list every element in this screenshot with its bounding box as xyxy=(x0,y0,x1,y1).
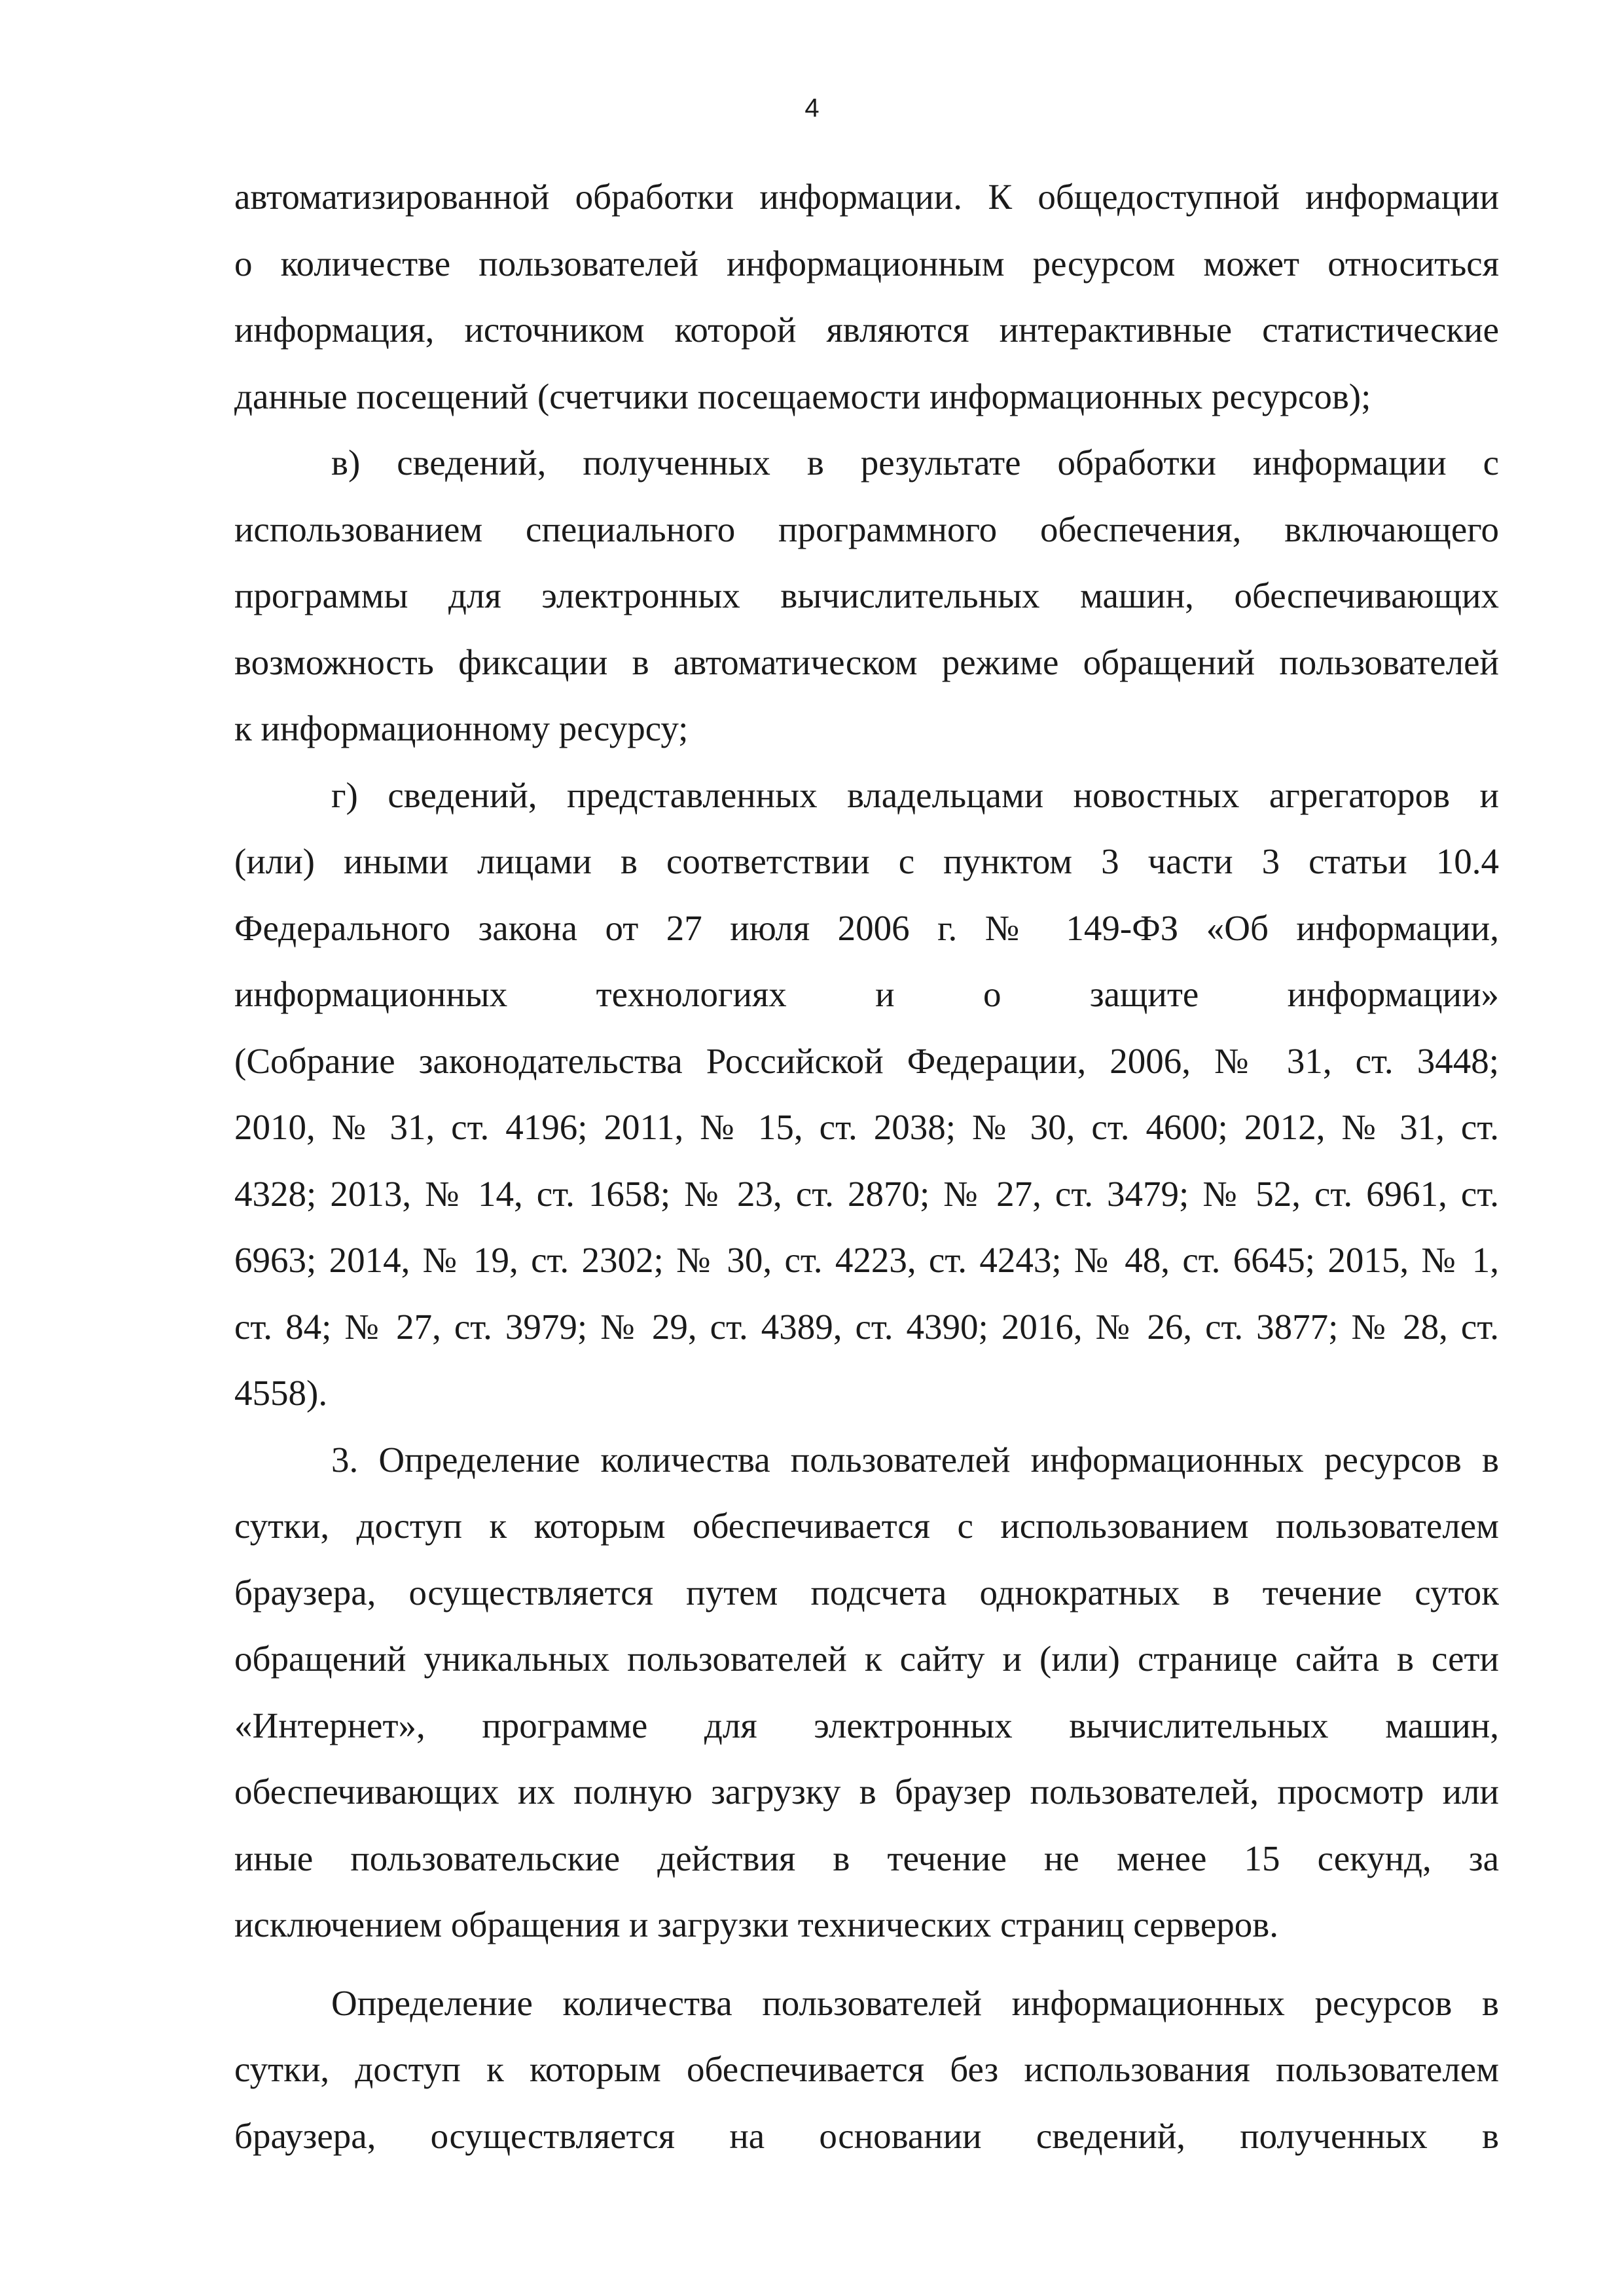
text-line: (Собрание законодательства Российской Федерации, 2006, № 31, ст. 3448; xyxy=(234,1040,1499,1081)
paragraph-start-v: в) сведений, полученных в результате обработки информации с xyxy=(331,443,1499,483)
text-line: обеспечивающих их полную загрузку в браузер пользователей, просмотр или xyxy=(234,1772,1499,1812)
text-line: возможность фиксации в автоматическом режиме обращений пользователей xyxy=(234,642,1499,682)
text-line: (или) иными лицами в соответствии с пунктом 3 части 3 статьи 10.4 xyxy=(234,841,1499,881)
paragraph-start-3: 3. Определение количества пользователей информационных ресурсов в xyxy=(331,1439,1499,1480)
paragraph-start-g: г) сведений, представленных владельцами новостных агрегаторов и xyxy=(331,774,1499,815)
text-line: сутки, доступ к которым обеспечивается с использованием пользователем xyxy=(234,1506,1499,1546)
document-body xyxy=(234,164,1499,2169)
text-line: 4328; 2013, № 14, ст. 1658; № 23, ст. 2870; № 27, ст. 3479; № 52, ст. 6961, ст. xyxy=(234,1173,1499,1214)
text-line: использованием специального программного обеспечения, включающего xyxy=(234,509,1499,549)
text-line: ст. 84; № 27, ст. 3979; № 29, ст. 4389, ст. 4390; 2016, № 26, ст. 3877; № 28, ст. xyxy=(234,1306,1499,1347)
text-line: информация, источником которой являются интерактивные статистические xyxy=(234,310,1499,350)
text-line: 6963; 2014, № 19, ст. 2302; № 30, ст. 4223, ст. 4243; № 48, ст. 6645; 2015, № 1, xyxy=(234,1240,1499,1280)
paragraph-start-opredelenie: Определение количества пользователей информационных ресурсов в xyxy=(331,1982,1499,2023)
text-line: браузера, осуществляется на основании сведений, полученных в xyxy=(234,2115,1499,2156)
text-line: Федерального закона от 27 июля 2006 г. № 149-ФЗ «Об информации, xyxy=(234,907,1499,948)
text-line: 4558). xyxy=(234,1373,328,1413)
text-line: информационных технологиях и о защите информации» xyxy=(234,974,1499,1014)
text-line: автоматизированной обработки информации. К общедоступной информации xyxy=(234,177,1499,217)
text-line: сутки, доступ к которым обеспечивается без использования пользователем xyxy=(234,2049,1499,2089)
text-line: иные пользовательские действия в течение не менее 15 секунд, за xyxy=(234,1838,1499,1878)
text-line: о количестве пользователей информационным ресурсом может относиться xyxy=(234,243,1499,283)
text-line: «Интернет», программе для электронных вычислительных машин, xyxy=(234,1705,1499,1745)
text-line: 2010, № 31, ст. 4196; 2011, № 15, ст. 2038; № 30, ст. 4600; 2012, № 31, ст. xyxy=(234,1107,1499,1147)
text-line: программы для электронных вычислительных машин, обеспечивающих xyxy=(234,575,1499,615)
text-line: обращений уникальных пользователей к сайту и (или) странице сайта в сети xyxy=(234,1639,1499,1679)
text-line: браузера, осуществляется путем подсчета однократных в течение суток xyxy=(234,1572,1499,1613)
text-line: к информационному ресурсу; xyxy=(234,708,689,748)
text-line: данные посещений (счетчики посещаемости информационных ресурсов); xyxy=(234,376,1371,416)
page-number: 4 xyxy=(804,94,820,122)
text-line: исключением обращения и загрузки технических страниц серверов. xyxy=(234,1904,1278,1944)
